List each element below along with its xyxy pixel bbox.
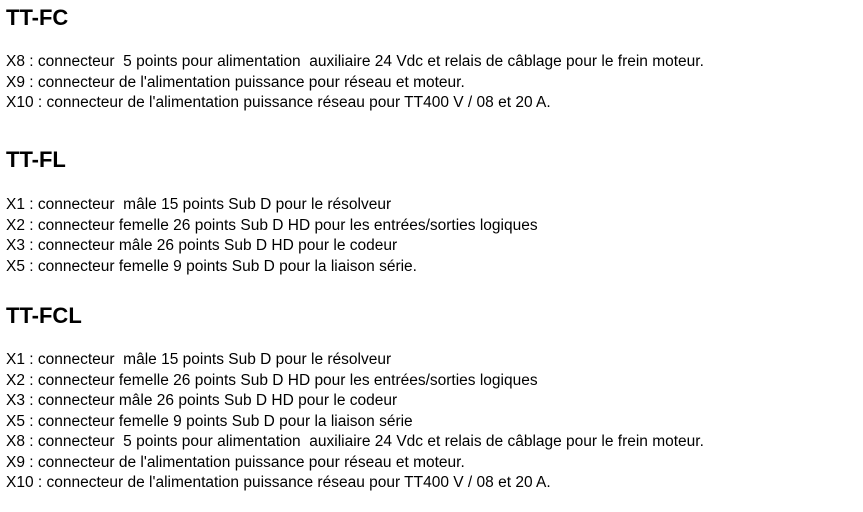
section-body-tt-fc [6,52,704,114]
connector-line: X3 : connecteur mâle 26 points Sub D HD pour le codeur [6,237,398,254]
section-body-tt-fcl [6,350,704,494]
connector-line: X3 : connecteur mâle 26 points Sub D HD pour le codeur [6,392,398,409]
connector-line: X9 : connecteur de l'alimentation puissance pour réseau et moteur. [6,453,465,471]
connector-line: X8 : connecteur 5 points pour alimentation auxiliaire 24 Vdc et relais de câblage pour le frein moteur. [6,433,704,450]
connector-line: X1 : connecteur mâle 15 points Sub D pour le résolveur [6,196,392,213]
connector-line: X8 : connecteur 5 points pour alimentation auxiliaire 24 Vdc et relais de câblage pour le frein moteur. [6,53,704,70]
connector-line: X10 : connecteur de l'alimentation puissance réseau pour TT400 V / 08 et 20 A. [6,474,551,491]
connector-line: X2 : connecteur femelle 26 points Sub D HD pour les entrées/sorties logiques [6,216,538,234]
section-title-tt-fl: TT-FL [6,147,66,172]
connector-line: X2 : connecteur femelle 26 points Sub D HD pour les entrées/sorties logiques [6,371,538,389]
connector-line: X1 : connecteur mâle 15 points Sub D pour le résolveur [6,351,392,368]
section-title-tt-fcl: TT-FCL [6,303,82,328]
connector-line: X5 : connecteur femelle 9 points Sub D pour la liaison série. [6,257,417,275]
section-title-tt-fc: TT-FC [6,5,69,30]
connector-line: X10 : connecteur de l'alimentation puissance réseau pour TT400 V / 08 et 20 A. [6,94,551,111]
section-body-tt-fl [6,195,538,277]
connector-line: X9 : connecteur de l'alimentation puissance pour réseau et moteur. [6,73,465,91]
connector-line: X5 : connecteur femelle 9 points Sub D pour la liaison série [6,412,413,430]
